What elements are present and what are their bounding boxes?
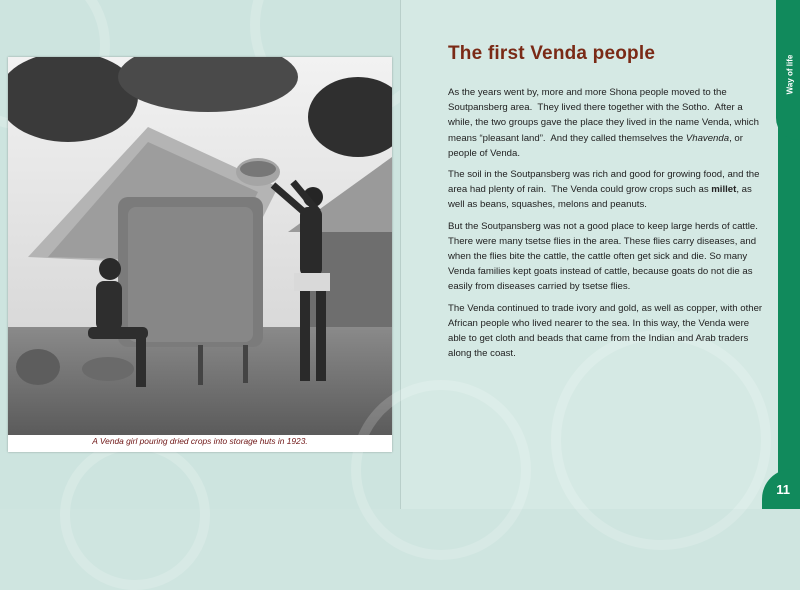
right-page [400, 0, 800, 509]
paragraph-2: The soil in the Soutpansberg was rich and good for growing food, and the area had plenty of rain. The Venda could grow crops such as millet, as well as beans, squashes, melons and peanuts. [448, 169, 760, 211]
article-body [448, 85, 763, 367]
historical-photo [8, 57, 392, 435]
page-title: The first Venda people [448, 43, 656, 64]
decorative-pattern [351, 380, 531, 560]
page-number: 11 [776, 482, 790, 497]
paragraph-1: As the years went by, more and more Shona people moved to the Soutpansberg area. They lived there together with the Sotho. After a while, the two groups gave the place they lived in the name Venda, which means “pleasant land”. And they called themselves the Vhavenda, or people of Venda. [448, 87, 759, 159]
page-number-badge [762, 469, 800, 509]
side-band [778, 120, 800, 509]
paragraph-4: The Venda continued to trade ivory and gold, as well as copper, with other African people who lived nearer to the sea. In this way, the Venda were able to get cloth and beads that came from the Indian and Arab traders along the coast. [448, 302, 763, 360]
photo-illustration [8, 57, 392, 435]
left-page [0, 0, 400, 509]
section-tab[interactable] [776, 0, 800, 140]
photo-caption: A Venda girl pouring dried crops into storage huts in 1923. [92, 436, 308, 446]
paragraph-3: But the Soutpansberg was not a good place to keep large herds of cattle. There were many tsetse flies in the area. These flies carry diseases, and when the flies bite the cattle, the cattle often get sick and die. So many Venda families kept goats instead of cattle, because goats do not die as easily from diseases carried by tsetse flies. [448, 220, 758, 293]
photo-frame [8, 57, 392, 452]
section-tab-label: Way of life [785, 54, 795, 95]
decorative-pattern [60, 440, 210, 590]
